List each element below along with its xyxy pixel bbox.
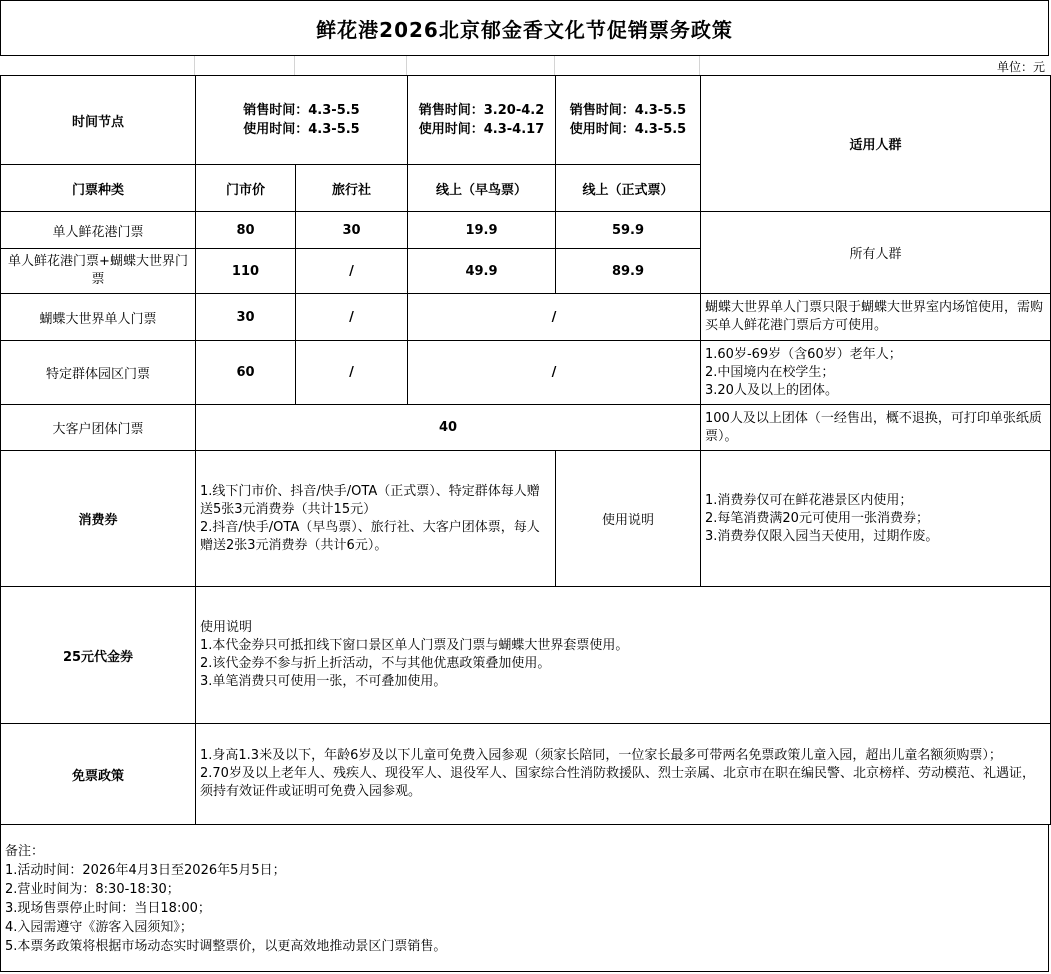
voucher-line: 2.该代金券不参与折上折活动，不与其他优惠政策叠加使用。 (200, 656, 551, 671)
agency-price: / (296, 341, 408, 405)
formal-price: 59.9 (556, 212, 701, 249)
audience-special-line: 3.20人及以上的团体。 (705, 382, 838, 398)
note-item: 2.营业时间为：8:30-18:30； (5, 882, 180, 897)
unit-label: 单位：元 (996, 60, 1045, 74)
voucher-line: 1.本代金券只可抵扣线下窗口景区单人门票及门票与蝴蝶大世界套票使用。 (200, 638, 629, 653)
note-item: 4.入园需遵守《游客入园须知》； (5, 920, 193, 935)
coupon-usage (701, 451, 1051, 587)
audience-special-line: 1.60岁-69岁（含60岁）老年人； (705, 346, 902, 362)
period1-cell (196, 76, 408, 165)
notes-heading: 备注： (5, 844, 45, 859)
ticket-name: 单人鲜花港门票 (1, 212, 196, 249)
gate-price: 110 (196, 249, 296, 294)
grid-line (554, 56, 555, 75)
audience-special-line: 2.中国境内在校学生； (705, 364, 835, 380)
ticket-name: 特定群体园区门票 (1, 341, 196, 405)
agency-price: / (296, 249, 408, 294)
coupon-usage-line: 2.每笔消费满20元可使用一张消费券； (705, 510, 929, 526)
coupon-usage-line: 3.消费券仅限入园当天使用，过期作废。 (705, 528, 939, 544)
grid-line (294, 56, 295, 75)
coupon-rule: 1.线下门市价、抖音/快手/OTA（正式票）、特定群体每人赠送5张3元消费券（共计15元） (200, 483, 540, 517)
free-policy-row (1, 724, 1051, 825)
time-node-header: 时间节点 (1, 76, 196, 165)
agency-price: / (296, 294, 408, 341)
notes-section (0, 824, 1049, 972)
table-row (1, 405, 1051, 451)
policy-table (0, 75, 1051, 825)
online-price: / (408, 294, 701, 341)
page-title: 鲜花港2026北京郁金香文化节促销票务政策 (0, 0, 1049, 56)
table-row (1, 341, 1051, 405)
ticket-name: 单人鲜花港门票+蝴蝶大世界门票 (1, 249, 196, 294)
grid-line (194, 56, 195, 75)
agency-header: 旅行社 (296, 165, 408, 212)
early-price: 49.9 (408, 249, 556, 294)
period1-use: 使用时间：4.3-5.5 (243, 122, 360, 137)
formal-ticket-header: 线上（正式票） (556, 165, 701, 212)
period2-cell (408, 76, 556, 165)
empty-grid-row (0, 56, 1051, 75)
grid-line (699, 56, 700, 75)
grid-line (406, 56, 407, 75)
coupon-row (1, 451, 1051, 587)
period3-cell (556, 76, 701, 165)
header-row-time (1, 76, 1051, 165)
ticket-name: 大客户团体门票 (1, 405, 196, 451)
free-policy-label: 免票政策 (1, 724, 196, 825)
audience-group: 100人及以上团体（一经售出，概不退换，可打印单张纸质票）。 (701, 405, 1051, 451)
audience-special (701, 341, 1051, 405)
period1-sale: 销售时间：4.3-5.5 (243, 103, 360, 118)
coupon-usage-label: 使用说明 (556, 451, 701, 587)
early-bird-header: 线上（早鸟票） (408, 165, 556, 212)
free-policy-line: 2.70岁及以上老年人、残疾人、现役军人、退役军人、国家综合性消防救援队、烈士亲属、北京市在职在编民警、北京榜样、劳动模范、礼遇证，须持有效证件或证明可免费入园参观。 (200, 766, 1035, 799)
table-row (1, 294, 1051, 341)
voucher-line: 使用说明 (200, 620, 253, 635)
gate-price-header: 门市价 (196, 165, 296, 212)
audience-all: 所有人群 (701, 212, 1051, 294)
free-policy-text (196, 724, 1051, 825)
coupon-label: 消费券 (1, 451, 196, 587)
online-price: / (408, 341, 701, 405)
group-price: 40 (196, 405, 701, 451)
period2-sale: 销售时间：3.20-4.2 (418, 103, 545, 118)
voucher-label: 25元代金券 (1, 587, 196, 724)
note-item: 1.活动时间：2026年4月3日至2026年5月5日； (5, 863, 286, 878)
gate-price: 60 (196, 341, 296, 405)
voucher-row (1, 587, 1051, 724)
coupon-rule: 2.抖音/快手/OTA（早鸟票）、旅行社、大客户团体票，每人赠送2张3元消费券（共计6元）。 (200, 519, 540, 553)
gate-price: 30 (196, 294, 296, 341)
note-item: 5.本票务政策将根据市场动态实时调整票价，以更高效地推动景区门票销售。 (5, 939, 447, 954)
voucher-text (196, 587, 1051, 724)
audience-header: 适用人群 (701, 76, 1051, 212)
free-policy-line: 1.身高1.3米及以下，年龄6岁及以下儿童可免费入园参观（须家长陪同，一位家长最多可带两名免票政策儿童入园，超出儿童名额须购票）； (200, 748, 1002, 763)
note-item: 3.现场售票停止时间：当日18:00； (5, 901, 211, 916)
ticket-name: 蝴蝶大世界单人门票 (1, 294, 196, 341)
audience-butterfly: 蝴蝶大世界单人门票只限于蝴蝶大世界室内场馆使用，需购买单人鲜花港门票后方可使用。 (701, 294, 1051, 341)
ticket-type-header: 门票种类 (1, 165, 196, 212)
coupon-usage-line: 1.消费券仅可在鲜花港景区内使用； (705, 492, 913, 508)
period3-sale: 销售时间：4.3-5.5 (569, 103, 687, 118)
early-price: 19.9 (408, 212, 556, 249)
coupon-rules (196, 451, 556, 587)
gate-price: 80 (196, 212, 296, 249)
period2-use: 使用时间：4.3-4.17 (418, 122, 545, 137)
voucher-line: 3.单笔消费只可使用一张，不可叠加使用。 (200, 674, 447, 689)
agency-price: 30 (296, 212, 408, 249)
formal-price: 89.9 (556, 249, 701, 294)
period3-use: 使用时间：4.3-5.5 (569, 122, 687, 137)
table-row (1, 212, 1051, 249)
